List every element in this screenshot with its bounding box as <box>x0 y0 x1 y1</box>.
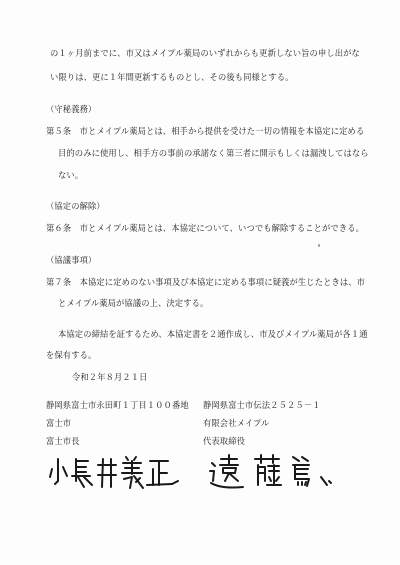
city-address: 静岡県富士市永田町１丁目１００番地 <box>46 400 189 410</box>
city-name: 富士市 <box>46 418 72 428</box>
city-mayor-title: 富士市長 <box>46 436 80 446</box>
agreement-date: 令和２年８月２１日 <box>72 372 148 382</box>
article5-heading: （守秘義務） <box>46 104 97 114</box>
closing-line-2: を保有する。 <box>46 350 97 360</box>
scan-speck <box>318 244 320 247</box>
article7-line-1: 第７条 本協定に定めのない事項及び本協定に定める事項に疑義が生じたときは、市 <box>46 277 366 287</box>
pharmacy-representative-title: 代表取締役 <box>203 436 245 446</box>
article5-line-2: 目的のみに使用し、相手方の事前の承諾なく第三者に開示もしくは漏洩してはなら <box>58 148 369 158</box>
article7-line-2: とメイプル薬局が協議の上、決定する。 <box>58 298 209 308</box>
article6-heading: （協定の解除） <box>46 201 105 211</box>
article6-line-1: 第６条 市とメイプル薬局とは、本協定について、いつでも解除することができる。 <box>46 223 365 233</box>
pharmacy-company-name: 有限会社メイプル <box>203 418 270 428</box>
article5-line-1: 第５条 市とメイプル薬局とは、相手から提供を受けた一切の情報を本協定に定める <box>46 126 365 136</box>
article7-heading: （協議事項） <box>46 255 97 265</box>
closing-line-1: 本協定の締結を証するため、本協定書を２通作成し、市及びメイプル薬局が各１通 <box>58 329 368 339</box>
pharmacy-address: 静岡県富士市伝法２５２５－１ <box>203 400 321 410</box>
continuation-line-2: い限りは、更に１年間更新するものとし、その後も同様とする。 <box>50 72 294 82</box>
pharmacy-representative-signature <box>203 451 353 496</box>
city-mayor-signature <box>48 451 188 496</box>
article5-line-3: ない。 <box>58 170 84 180</box>
continuation-line-1: の１ヶ月前までに、市又はメイプル薬局のいずれからも更新しない旨の申し出がな <box>50 48 360 58</box>
